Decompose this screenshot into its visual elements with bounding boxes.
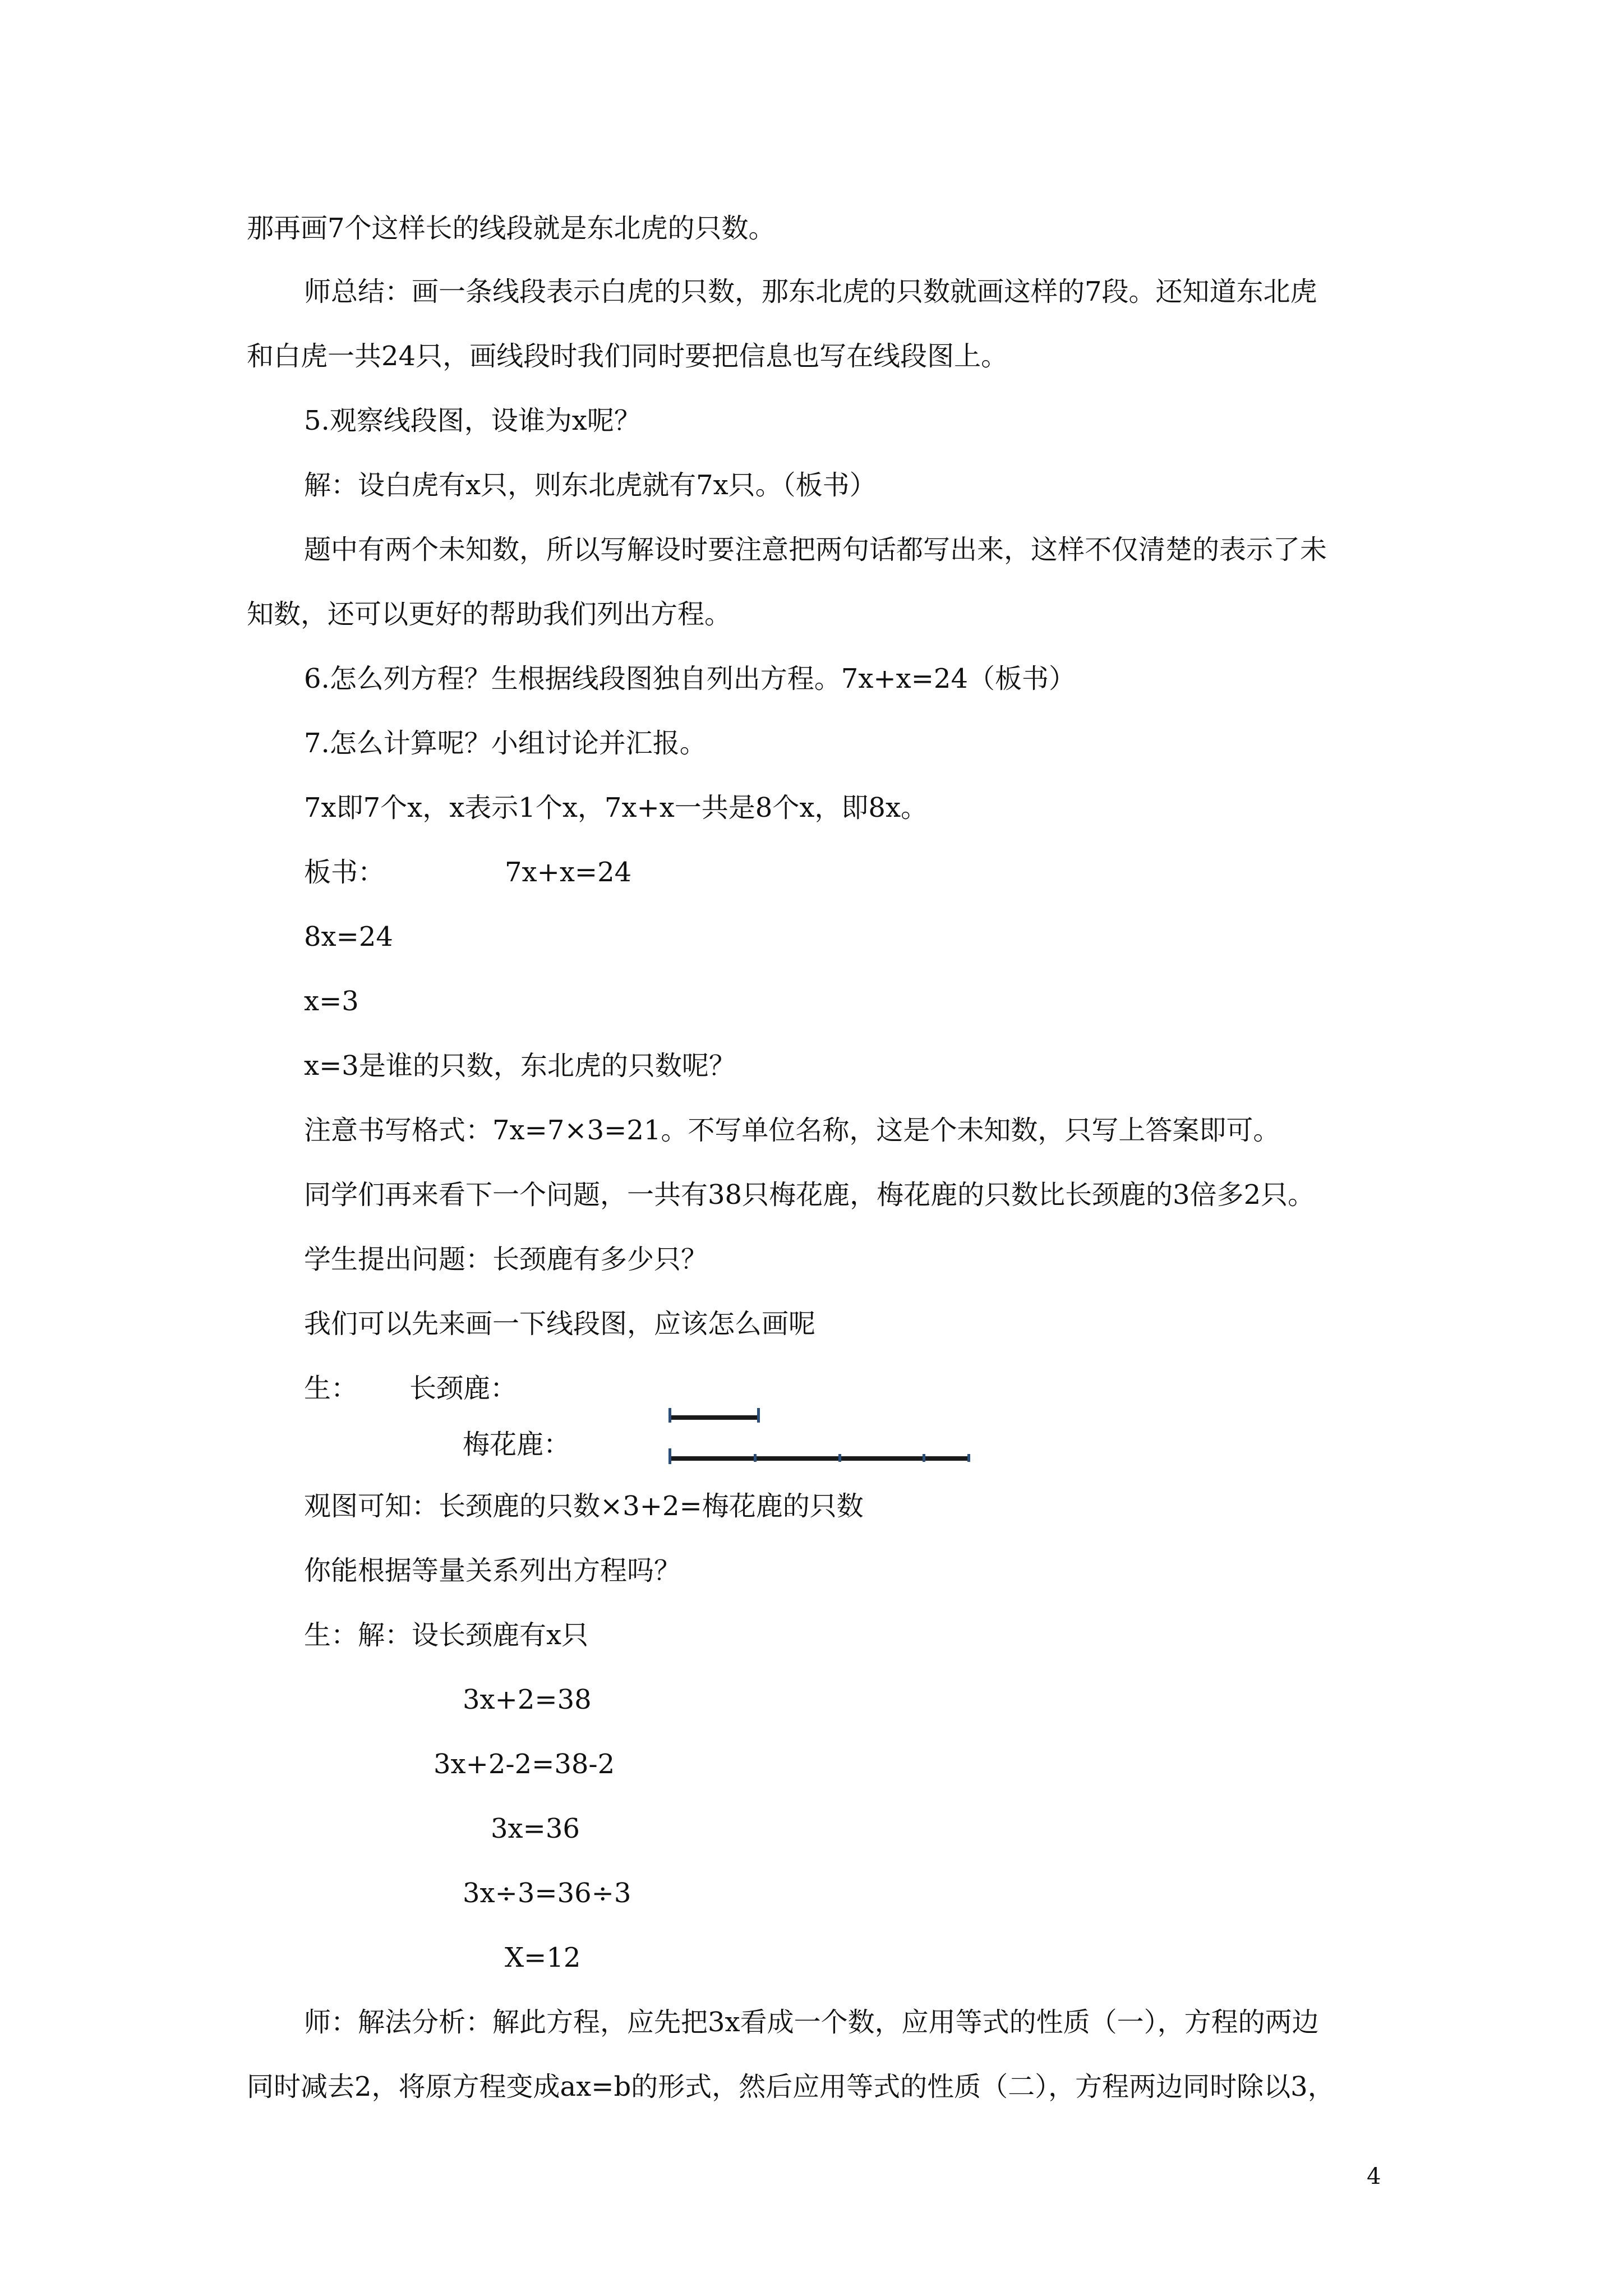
page-number: 4 xyxy=(1367,2164,1381,2189)
equation: 3x÷3=36÷3 xyxy=(463,1878,631,1909)
text-line: 解：设白虎有x只，则东北虎就有7x只。（板书） xyxy=(304,470,877,501)
diagram-label-deer: 梅花鹿： xyxy=(463,1429,571,1460)
text-line: x=3是谁的只数，东北虎的只数呢？ xyxy=(304,1050,736,1082)
equation: 8x=24 xyxy=(304,921,393,953)
text-line: 学生提出问题：长颈鹿有多少只？ xyxy=(304,1244,708,1275)
text-line: 7x即7个x，x表示1个x，7x+x一共是8个x，即8x。 xyxy=(304,792,928,823)
text-line: 和白虎一共24只，画线段时我们同时要把信息也写在线段图上。 xyxy=(247,341,1008,372)
equation: 3x+2-2=38-2 xyxy=(434,1749,615,1780)
equation: x=3 xyxy=(304,986,359,1017)
text-line: 生： xyxy=(304,1373,358,1404)
text-line: 我们可以先来画一下线段图，应该怎么画呢 xyxy=(304,1308,816,1340)
text-line: 5.观察线段图，设谁为x呢？ xyxy=(304,405,641,436)
text-line: 你能根据等量关系列出方程吗？ xyxy=(304,1555,681,1586)
text-line: 注意书写格式：7x=7×3=21。不写单位名称，这是个未知数，只写上答案即可。 xyxy=(304,1115,1280,1146)
diagram-label-giraffe: 长颈鹿： xyxy=(409,1373,518,1404)
equation: 7x+x=24 xyxy=(505,857,632,888)
text-line: 那再画7个这样长的线段就是东北虎的只数。 xyxy=(247,213,776,244)
text-line: 生：解：设长颈鹿有x只 xyxy=(304,1619,589,1651)
text-line: 同时减去2，将原方程变成ax=b的形式，然后应用等式的性质（二），方程两边同时除以3， xyxy=(247,2071,1335,2102)
segment-giraffe xyxy=(668,1408,760,1423)
text-line: 题中有两个未知数，所以写解设时要注意把两句话都写出来，这样不仅清楚的表示了未 xyxy=(304,534,1327,565)
text-line: 知数，还可以更好的帮助我们列出方程。 xyxy=(247,599,732,630)
text-line: 板书： xyxy=(304,857,385,888)
text-line: 观图可知：长颈鹿的只数×3+2=梅花鹿的只数 xyxy=(304,1490,864,1522)
equation: 3x+2=38 xyxy=(463,1684,592,1715)
text-line: 师：解法分析：解此方程，应先把3x看成一个数，应用等式的性质（一），方程的两边 xyxy=(304,2007,1319,2038)
equation: 3x=36 xyxy=(491,1813,580,1844)
text-line: 师总结：画一条线段表示白虎的只数，那东北虎的只数就画这样的7段。还知道东北虎 xyxy=(304,276,1317,307)
equation: X=12 xyxy=(505,1942,581,1973)
text-line: 同学们再来看下一个问题，一共有38只梅花鹿，梅花鹿的只数比长颈鹿的3倍多2只。 xyxy=(304,1179,1315,1211)
segment-deer xyxy=(668,1448,970,1464)
text-line: 6.怎么列方程？生根据线段图独自列出方程。7x+x=24（板书） xyxy=(304,663,1076,694)
text-line: 7.怎么计算呢？小组讨论并汇报。 xyxy=(304,728,707,759)
